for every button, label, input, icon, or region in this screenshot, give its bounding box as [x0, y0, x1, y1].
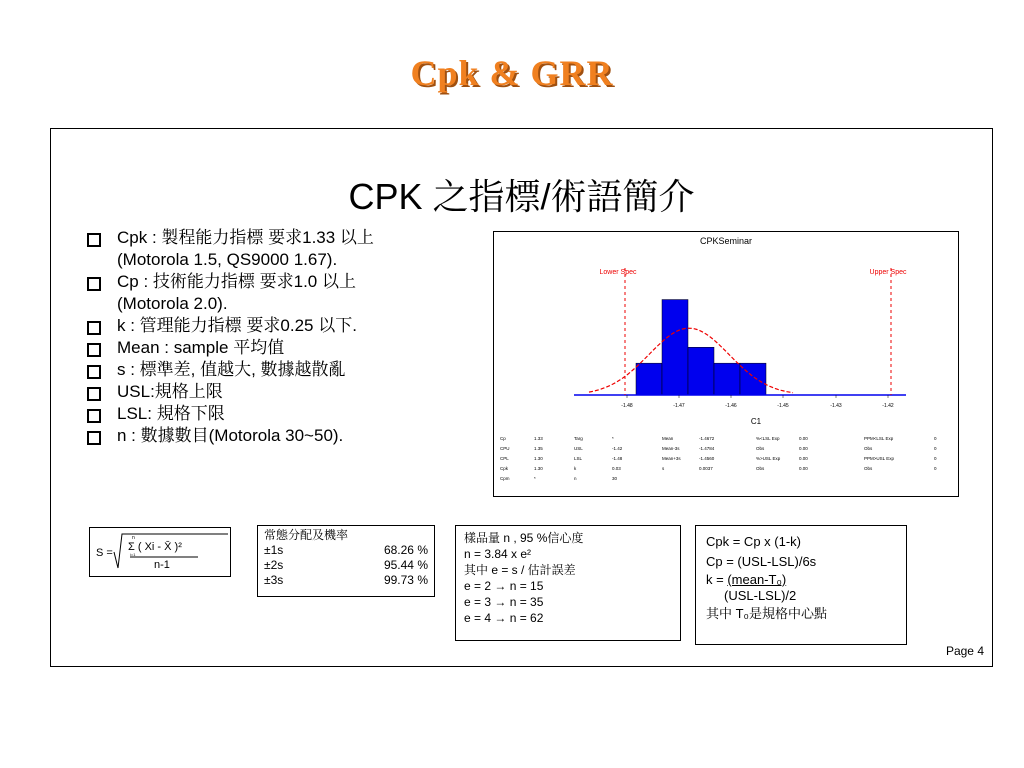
- checkbox-icon: [87, 321, 101, 335]
- stats-cell: 0.00: [799, 436, 808, 441]
- normal-dist-row: ±2s 95.44 %: [264, 558, 428, 572]
- stats-cell: Obs: [864, 446, 873, 451]
- stats-cell: 0.00: [799, 456, 808, 461]
- capability-histogram: [493, 231, 959, 497]
- stats-cell: LSL: [574, 456, 583, 461]
- k-denominator: (USL-LSL)/2: [724, 588, 797, 603]
- stats-cell: 1.30: [534, 466, 543, 471]
- k-numerator: (mean-T₀): [727, 572, 787, 587]
- std-dev-formula: [89, 527, 231, 577]
- stats-cell: n: [574, 476, 577, 481]
- stats-cell: s: [662, 466, 665, 471]
- stats-cell: Obs: [756, 466, 765, 471]
- sample-size-line: n = 3.84 x e²: [464, 547, 532, 561]
- stats-cell: USL: [574, 446, 583, 451]
- x-tick-label: -1.47: [673, 403, 685, 409]
- stats-cell: -1.4784: [699, 446, 715, 451]
- content-heading: CPK 之指標/術語簡介: [348, 176, 695, 217]
- histogram-bar: [662, 300, 688, 395]
- stats-cell: 0: [934, 446, 937, 451]
- normal-dist-row: ±1s 68.26 %: [264, 543, 428, 557]
- stats-cell: Obs: [864, 466, 873, 471]
- x-tick-label: -1.45: [777, 403, 789, 409]
- slide-title: Cpk & GRR: [410, 53, 614, 93]
- stats-cell: 0: [934, 456, 937, 461]
- std-dev-formula-svg: [90, 528, 230, 576]
- x-tick-label: -1.43: [830, 403, 842, 409]
- checkbox-icon: [87, 233, 101, 247]
- bullet-item: Cp : 技術能力指標 要求1.0 以上: [87, 271, 499, 293]
- sum-lower-bound: i=1: [130, 552, 136, 557]
- stats-cell: %<LSL Exp: [756, 436, 780, 441]
- bullet-list: [87, 227, 499, 447]
- formula-denominator: n-1: [154, 559, 170, 571]
- checkbox-icon: [87, 409, 101, 423]
- normal-dist-row: ±3s 99.73 %: [264, 573, 428, 587]
- stats-cell: Mean: [662, 436, 674, 441]
- stats-cell: Cp: [500, 436, 506, 441]
- stats-cell: -1.48: [612, 456, 623, 461]
- bullet-item: Mean : sample 平均值: [87, 337, 499, 359]
- stats-cell: Mean+3s: [662, 456, 681, 461]
- stats-cell: 0.00: [799, 466, 808, 471]
- stats-cell: Obs: [756, 446, 765, 451]
- stats-cell: 1.33: [534, 436, 543, 441]
- cpk-formula-box: [695, 525, 907, 645]
- chart-title: CPKSeminar: [699, 236, 753, 246]
- x-tick-label: -1.48: [621, 403, 633, 409]
- stats-cell: -1.4560: [699, 456, 715, 461]
- bullet-continuation: (Motorola 1.5, QS9000 1.67).: [117, 250, 338, 269]
- stats-cell: -1.42: [612, 446, 623, 451]
- stats-cell: PPM<LSL Exp: [864, 436, 894, 441]
- stats-cell: CPU: [500, 446, 510, 451]
- stats-cell: *: [534, 476, 536, 481]
- stats-cell: 30: [612, 476, 618, 481]
- cp-formula: Cp = (USL-LSL)/6s: [706, 554, 817, 569]
- stats-cell: 0: [934, 466, 937, 471]
- k-formula: k = (mean-T₀): [706, 572, 787, 587]
- sample-size-line: e = 2 → n = 15: [464, 579, 544, 593]
- stats-cell: k: [574, 466, 577, 471]
- sample-size-line: e = 4 → n = 62: [464, 611, 544, 625]
- stats-cell: Cpm: [500, 476, 510, 481]
- stats-cell: PPM>USL Exp: [864, 456, 894, 461]
- histogram-svg: [494, 232, 958, 496]
- stats-cell: -1.4672: [699, 436, 715, 441]
- sample-size-line: 樣品量 n , 95 %信心度: [464, 531, 584, 545]
- bullet-item: USL:規格上限: [87, 381, 499, 403]
- checkbox-icon: [87, 387, 101, 401]
- x-tick-label: -1.42: [882, 403, 894, 409]
- sample-size-box: [455, 525, 681, 641]
- sample-size-line: e = 3 → n = 35: [464, 595, 544, 609]
- histogram-bar: [714, 363, 740, 395]
- stats-cell: 0: [934, 436, 937, 441]
- checkbox-icon: [87, 277, 101, 291]
- page-number: Page 4: [945, 644, 984, 658]
- sample-size-line: 其中 e = s / 估計誤差: [464, 563, 576, 577]
- x-axis-label: C1: [750, 417, 762, 426]
- histogram-bar: [688, 347, 714, 395]
- stats-cell: 0.03: [612, 466, 621, 471]
- stats-cell: CPL: [500, 456, 509, 461]
- stats-cell: *: [612, 436, 614, 441]
- normal-distribution-box: [257, 525, 435, 597]
- histogram-bar: [740, 363, 766, 395]
- stats-cell: 0.0037: [699, 466, 713, 471]
- x-tick-label: -1.46: [725, 403, 737, 409]
- t0-note: 其中 T₀是規格中心點: [706, 606, 827, 621]
- formula-numerator: Σ ( Xi - X̄ )²: [128, 541, 182, 553]
- sum-upper-bound: n: [132, 535, 135, 541]
- formula-lhs: S =: [96, 547, 113, 559]
- stats-table: [500, 436, 937, 481]
- stats-cell: 0.00: [799, 446, 808, 451]
- stats-cell: %>USL Exp: [756, 456, 781, 461]
- bullet-item: Cpk : 製程能力指標 要求1.33 以上: [87, 227, 499, 249]
- bullet-item: k : 管理能力指標 要求0.25 以下.: [87, 315, 499, 337]
- checkbox-icon: [87, 365, 101, 379]
- bullet-item: s : 標準差, 值越大, 數據越散亂: [87, 359, 499, 381]
- checkbox-icon: [87, 431, 101, 445]
- histogram-bar: [636, 363, 662, 395]
- cpk-formula: Cpk = Cp x (1-k): [706, 534, 801, 549]
- slide-content-frame: [50, 128, 993, 667]
- stats-cell: Targ: [574, 436, 583, 441]
- checkbox-icon: [87, 343, 101, 357]
- bullet-item: LSL: 規格下限: [87, 403, 499, 425]
- stats-cell: Mean-3s: [662, 446, 680, 451]
- stats-cell: 1.30: [534, 456, 543, 461]
- stats-cell: Cpk: [500, 466, 509, 471]
- normal-dist-title: 常態分配及機率: [264, 528, 349, 542]
- upper-spec-label: Upper Spec: [869, 269, 907, 276]
- stats-cell: 1.35: [534, 446, 543, 451]
- bullet-continuation: (Motorola 2.0).: [117, 294, 228, 313]
- bullet-item: n : 數據數目(Motorola 30~50).: [87, 425, 499, 447]
- lower-spec-label: Lower Spec: [599, 269, 637, 276]
